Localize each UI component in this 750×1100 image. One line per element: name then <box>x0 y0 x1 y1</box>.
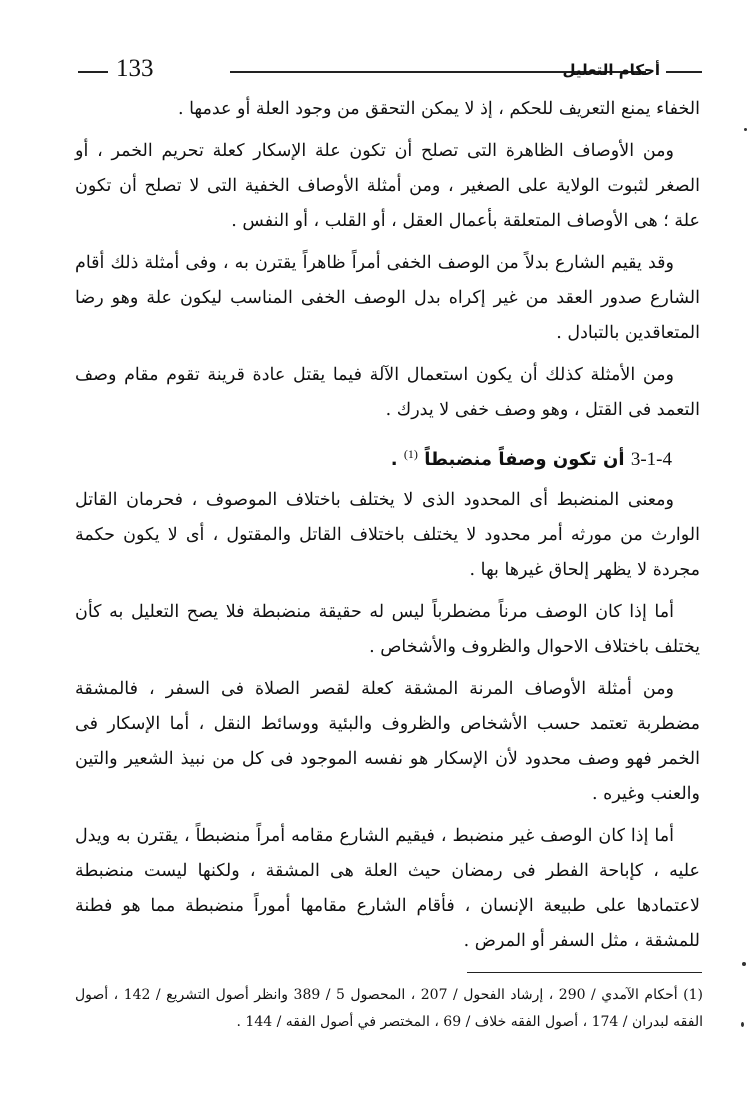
scan-speck <box>744 128 747 131</box>
page-number: 133 <box>116 55 154 82</box>
page-body <box>75 92 700 966</box>
running-title: أحكام التعليل <box>562 61 660 79</box>
paragraph: وقد يقيم الشارع بدلاً من الوصف الخفى أمراً ظاهراً يقترن به ، وفى أمثلة ذلك أقام الشارع صدور العقد من غير إكراه بدل الوصف الخفى المناسب ليكون علة وهو رضا المتعاقدين بالتبادل . <box>75 253 700 343</box>
scan-speck <box>742 962 746 966</box>
section-number: 3-1-4 <box>630 449 672 470</box>
paragraph-continuation: الخفاء يمنع التعريف للحكم ، إذ لا يمكن التحقق من وجود العلة أو عدمها . <box>177 99 700 119</box>
section-heading <box>75 435 700 479</box>
paragraph: أما إذا كان الوصف غير منضبط ، فيقيم الشارع مقامه أمراً منضبطاً ، يقترن به ويدل عليه ، كإباحة الفطر فى رمضان حيث العلة هى المشقة ، ولكنها ليست منضبطة لاعتمادها على طبيعة الإنسان ، فأقام الشارع مقامها أموراً منضبطة مما هو فطنة للمشقة ، مثل السفر أو المرض . <box>75 826 700 951</box>
header-dash-left <box>78 71 108 73</box>
footnote-reference: (1) <box>403 447 418 461</box>
paragraph: ومن أمثلة الأوصاف المرنة المشقة كعلة لقصر الصلاة فى السفر ، فالمشقة مضطربة تعتمد حسب الأشخاص والظروف والبئية ووسائط النقل ، أما الإسكار فى الخمر فهو وصف محدود لأن الإسكار هو نفسه الموجود فى كل من نبيذ الشعير والتين والعنب وغيره . <box>75 679 700 804</box>
header-dash-right <box>666 71 702 73</box>
section-title: أن تكون وصفاً منضبطاً <box>424 449 625 470</box>
paragraph: ومعنى المنضبط أى المحدود الذى لا يختلف باختلاف الموصوف ، فحرمان القاتل الوارث من مورثه أمر محدود لا يختلف باختلاف القاتل والمقتول ، أى لا يكون حكمة مجردة لا يظهر إلحاق غيرها بها . <box>75 490 700 580</box>
paragraph: ومن الأمثلة كذلك أن يكون استعمال الآلة فيما يقتل عادة قرينة تقوم مقام وصف التعمد فى القتل ، وهو وصف خفى لا يدرك . <box>75 365 700 420</box>
footnote-divider <box>467 972 702 973</box>
scan-speck <box>741 1022 744 1027</box>
heading-period: . <box>390 449 398 470</box>
paragraph: ومن الأوصاف الظاهرة التى تصلح أن تكون علة الإسكار كعلة تحريم الخمر ، أو الصغر لثبوت الولاية على الصغير ، ومن أمثلة الأوصاف الخفية التى لا تصلح أن تكون علة ؛ هى الأوصاف المتعلقة بأعمال العقل ، أو القلب ، أو النفس . <box>75 141 700 231</box>
page-header <box>78 52 702 86</box>
paragraph: أما إذا كان الوصف مرناً مضطرباً ليس له حقيقة منضبطة فلا يصح التعليل به كأن يختلف باختلاف الاحوال والظروف والأشخاص . <box>75 602 700 657</box>
footnote: (1) أحكام الآمدي / 290 ، إرشاد الفحول / 207 ، المحصول 5 / 389 وانظر أصول التشريع / 142 ، أصول الفقه لبدران / 174 ، أصول الفقه خلاف / 69 ، المختصر في أصول الفقه / 144 . <box>75 987 703 1030</box>
